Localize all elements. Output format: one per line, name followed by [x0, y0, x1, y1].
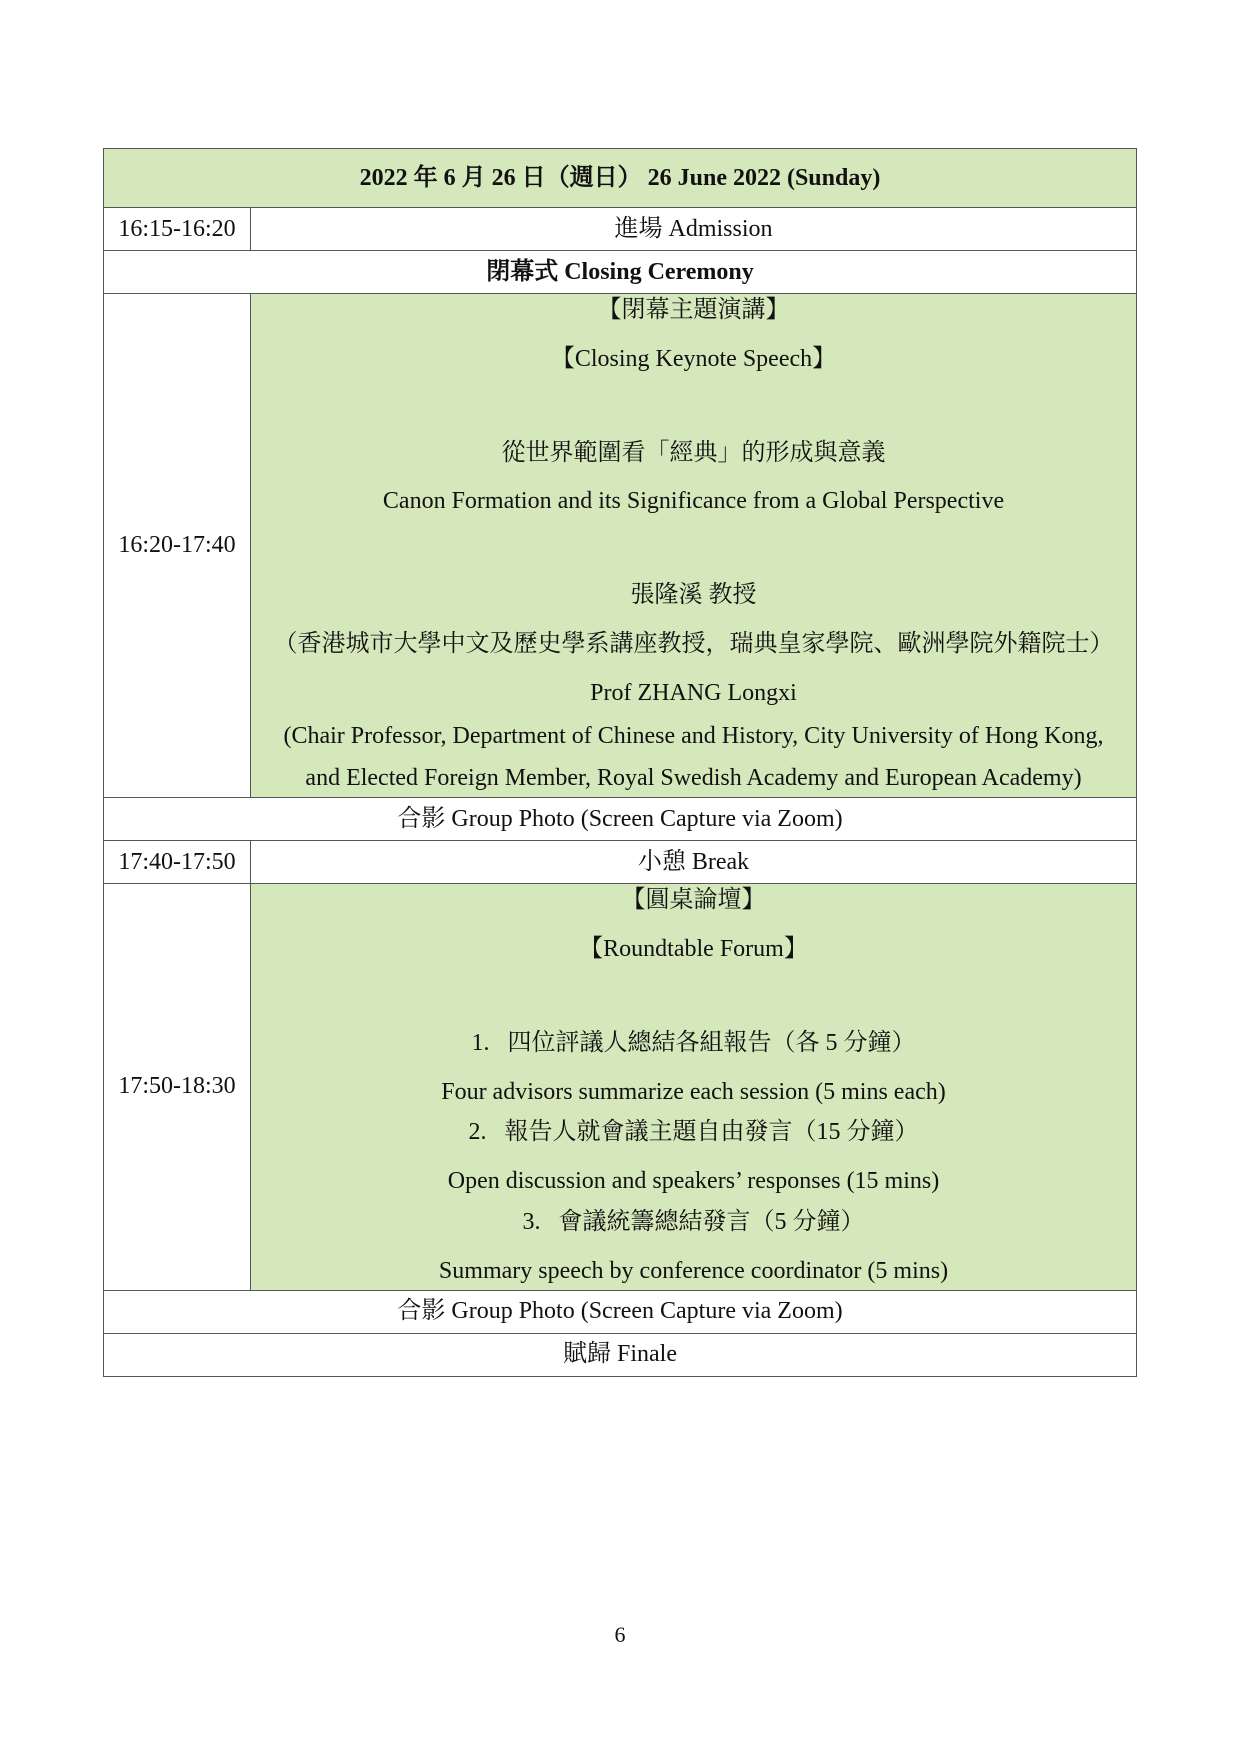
forum-item-2-zh [263, 1118, 1124, 1147]
forum-item-2-zh-text: 報告人就會議主題自由發言（15 分鐘） [504, 1119, 919, 1146]
forum-item-1-en: Four advisors summarize each session (5 mins each) [441, 1078, 946, 1105]
forum-item-3-en: Summary speech by conference coordinator (5 mins) [438, 1257, 949, 1284]
forum-heading-zh: 【圓桌論壇】 [621, 887, 766, 914]
forum-item-1-zh-text: 四位評議人總結各組報告（各 5 分鐘） [507, 1029, 916, 1056]
forum-time: 17:50-18:30 [104, 884, 251, 1290]
group-photo-label-1: 合影 Group Photo (Screen Capture via Zoom) [104, 798, 1137, 841]
forum-item-3-zh [263, 1208, 1124, 1237]
keynote-heading-en: 【Closing Keynote Speech】 [550, 345, 837, 372]
page-number: 6 [614, 1622, 626, 1647]
schedule-table [103, 148, 1137, 1377]
finale-label: 賦歸 Finale [104, 1333, 1137, 1376]
date-header: 2022 年 6 月 26 日（週日） 26 June 2022 (Sunday) [104, 149, 1137, 208]
forum-row [104, 884, 1137, 1290]
forum-item-3-num: 3. [522, 1208, 541, 1235]
keynote-block [251, 294, 1137, 798]
keynote-title-zh: 從世界範圍看「經典」的形成與意義 [501, 439, 886, 466]
date-header-row [104, 149, 1137, 208]
closing-ceremony-row [104, 251, 1137, 294]
group-photo-row-1 [104, 798, 1137, 841]
break-time: 17:40-17:50 [104, 841, 251, 884]
forum-item-1-num: 1. [471, 1029, 490, 1056]
keynote-affiliation-zh: （香港城市大學中文及歷史學系講座教授，瑞典皇家學院、歐洲學院外籍院士） [273, 630, 1114, 657]
break-row [104, 841, 1137, 884]
closing-ceremony-title: 閉幕式 Closing Ceremony [104, 251, 1137, 294]
keynote-affiliation-en-2: and Elected Foreign Member, Royal Swedish Academy and European Academy) [305, 765, 1082, 792]
forum-item-1-zh [263, 1029, 1124, 1058]
forum-item-2-en: Open discussion and speakers’ responses (15 mins) [447, 1168, 940, 1195]
keynote-row [104, 294, 1137, 798]
keynote-title-en: Canon Formation and its Significance from a Global Perspective [382, 488, 1005, 515]
forum-item-2-num: 2. [468, 1119, 487, 1146]
keynote-heading-zh: 【閉幕主題演講】 [597, 297, 790, 323]
keynote-speaker-en: Prof ZHANG Longxi [590, 679, 797, 706]
keynote-affiliation-en-1: (Chair Professor, Department of Chinese and History, City University of Hong Kong, [283, 722, 1104, 749]
admission-time: 16:15-16:20 [104, 208, 251, 251]
group-photo-row-2 [104, 1290, 1137, 1333]
forum-heading-en: 【Roundtable Forum】 [579, 935, 808, 962]
keynote-speaker-zh: 張隆溪 教授 [630, 582, 757, 609]
finale-row [104, 1333, 1137, 1376]
admission-label: 進場 Admission [251, 208, 1137, 251]
forum-item-3-zh-text: 會議統籌總結發言（5 分鐘） [558, 1208, 865, 1235]
admission-row [104, 208, 1137, 251]
group-photo-label-2: 合影 Group Photo (Screen Capture via Zoom) [104, 1290, 1137, 1333]
keynote-time: 16:20-17:40 [104, 294, 251, 798]
break-label: 小憩 Break [251, 841, 1137, 884]
forum-block [251, 884, 1137, 1290]
